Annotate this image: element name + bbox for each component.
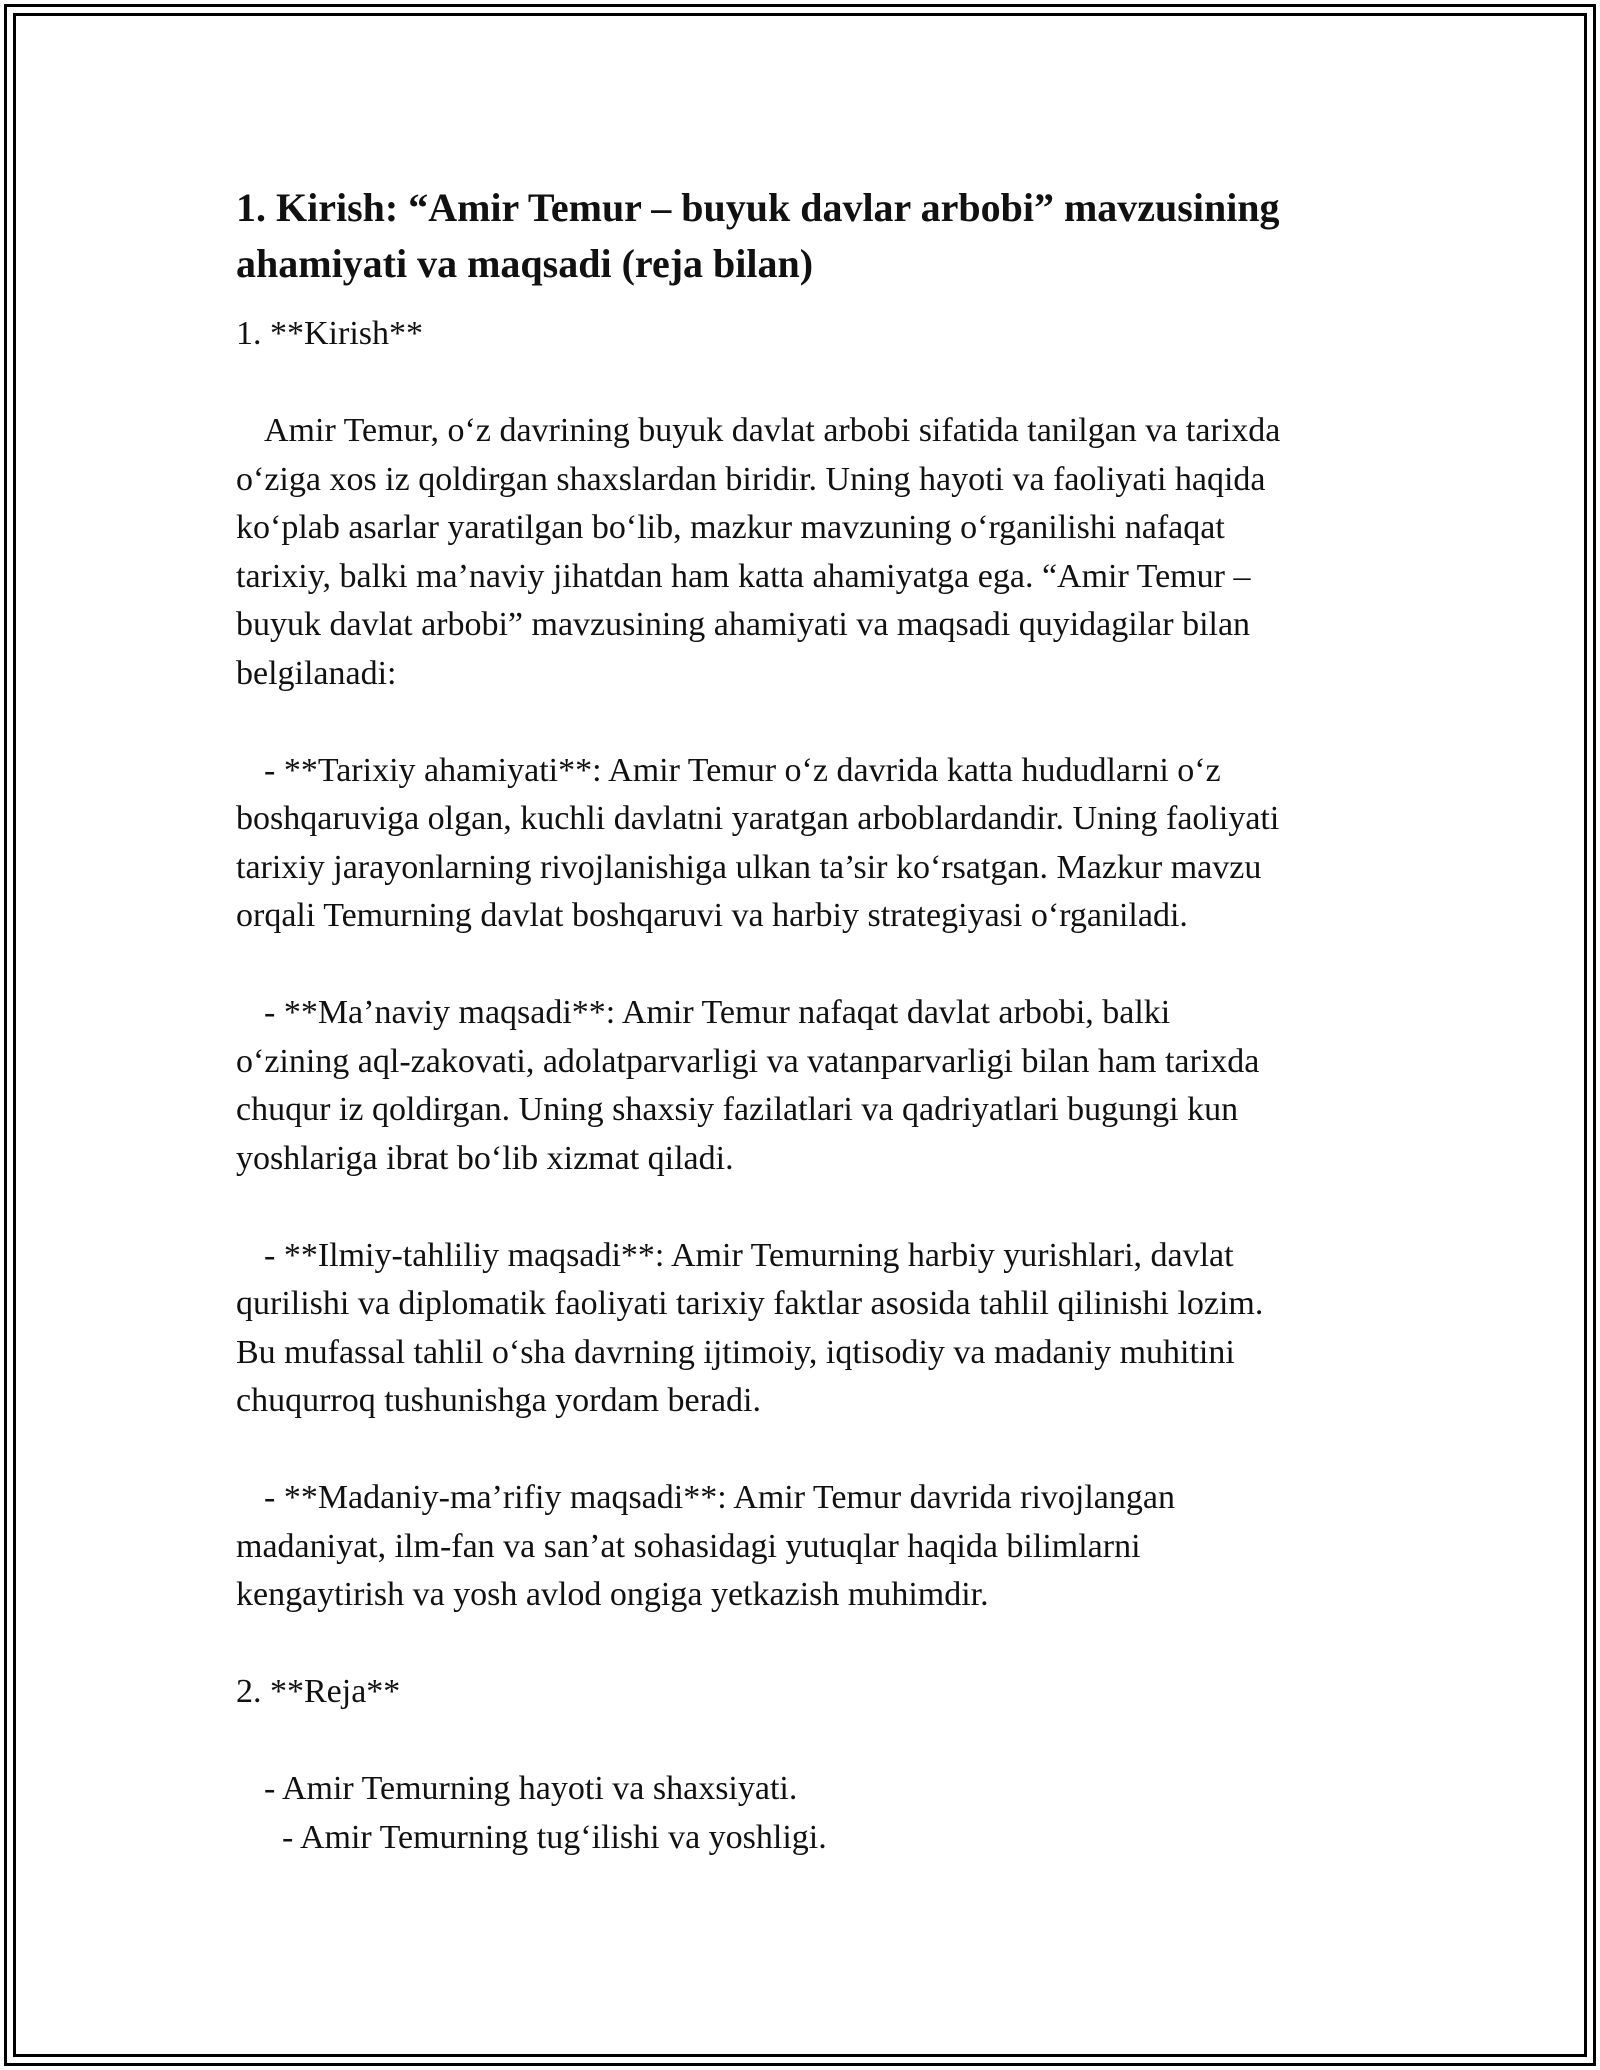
heading-line-2: ahamiyati va maqsadi (reja bilan) — [236, 241, 814, 286]
bullet-line: chuqurroq tushunishga yordam beradi. — [236, 1382, 761, 1419]
bullet-line: qurilishi va diplomatik faoliyati tarixiy faktlar asosida tahlil qilinishi lozim. — [236, 1285, 1264, 1322]
bullet-scientific — [236, 1232, 1366, 1426]
intro-line: tarixiy, balki ma’naviy jihatdan ham katta ahamiyatga ega. “Amir Temur – — [236, 557, 1251, 595]
bullet-line: chuqur iz qoldirgan. Uning shaxsiy fazilatlari va qadriyatlari bugungi kun — [236, 1091, 1239, 1128]
bullet-line: orqali Temurning davlat boshqaruvi va harbiy strategiyasi o‘rganiladi. — [236, 897, 1188, 934]
bullet-line: yoshlariga ibrat bo‘lib xizmat qiladi. — [236, 1139, 734, 1177]
document-body — [236, 180, 1366, 1862]
intro-paragraph — [236, 407, 1366, 698]
intro-line: Amir Temur, o‘z davrining buyuk davlat arbobi sifatida tanilgan va tarixda — [264, 412, 1281, 449]
plan-item: - Amir Temurning hayoti va shaxsiyati. — [264, 1770, 798, 1807]
heading-line-1: 1. Kirish: “Amir Temur – buyuk davlar arbobi” mavzusining — [236, 185, 1280, 230]
intro-line: belgilanadi: — [236, 654, 397, 692]
section-1-title: 1. **Kirish** — [236, 315, 423, 352]
bullet-historical — [236, 747, 1366, 941]
bullet-line: madaniyat, ilm-fan va san’at sohasidagi yutuqlar haqida bilimlarni — [236, 1527, 1141, 1565]
intro-line: buyuk davlat arbobi” mavzusining ahamiyati va maqsadi quyidagilar bilan — [236, 606, 1251, 643]
section-2-title: 2. **Reja** — [236, 1673, 401, 1710]
bullet-line: kengaytirish va yosh avlod ongiga yetkazish muhimdir. — [236, 1576, 989, 1613]
bullet-line: boshqaruviga olgan, kuchli davlatni yaratgan arboblardandir. Uning faoliyati — [236, 800, 1280, 837]
bullet-spiritual — [236, 989, 1366, 1183]
bullet-line: Bu mufassal tahlil o‘sha davrning ijtimoiy, iqtisodiy va madaniy muhitini — [236, 1333, 1235, 1371]
bullet-line: - **Ma’naviy maqsadi**: Amir Temur nafaqat davlat arbobi, balki — [264, 994, 1171, 1031]
plan-subitem: - Amir Temurning tug‘ilishi va yoshligi. — [282, 1818, 827, 1856]
bullet-line: - **Madaniy-ma’rifiy maqsadi**: Amir Temur davrida rivojlangan — [264, 1479, 1175, 1516]
document-heading — [236, 180, 1366, 292]
intro-line: ko‘plab asarlar yaratilgan bo‘lib, mazkur mavzuning o‘rganilishi nafaqat — [236, 509, 1225, 546]
plan-list — [236, 1765, 1366, 1862]
bullet-line: o‘zining aql-zakovati, adolatparvarligi va vatanparvarligi bilan ham tarixda — [236, 1042, 1260, 1080]
bullet-cultural — [236, 1474, 1366, 1620]
bullet-line: tarixiy jarayonlarning rivojlanishiga ulkan ta’sir ko‘rsatgan. Mazkur mavzu — [236, 848, 1262, 886]
bullet-line: - **Ilmiy-tahliliy maqsadi**: Amir Temurning harbiy yurishlari, davlat — [264, 1236, 1234, 1274]
bullet-line: - **Tarixiy ahamiyati**: Amir Temur o‘z davrida katta hududlarni o‘z — [264, 751, 1221, 789]
intro-line: o‘ziga xos iz qoldirgan shaxslardan biridir. Uning hayoti va faoliyati haqida — [236, 460, 1266, 498]
